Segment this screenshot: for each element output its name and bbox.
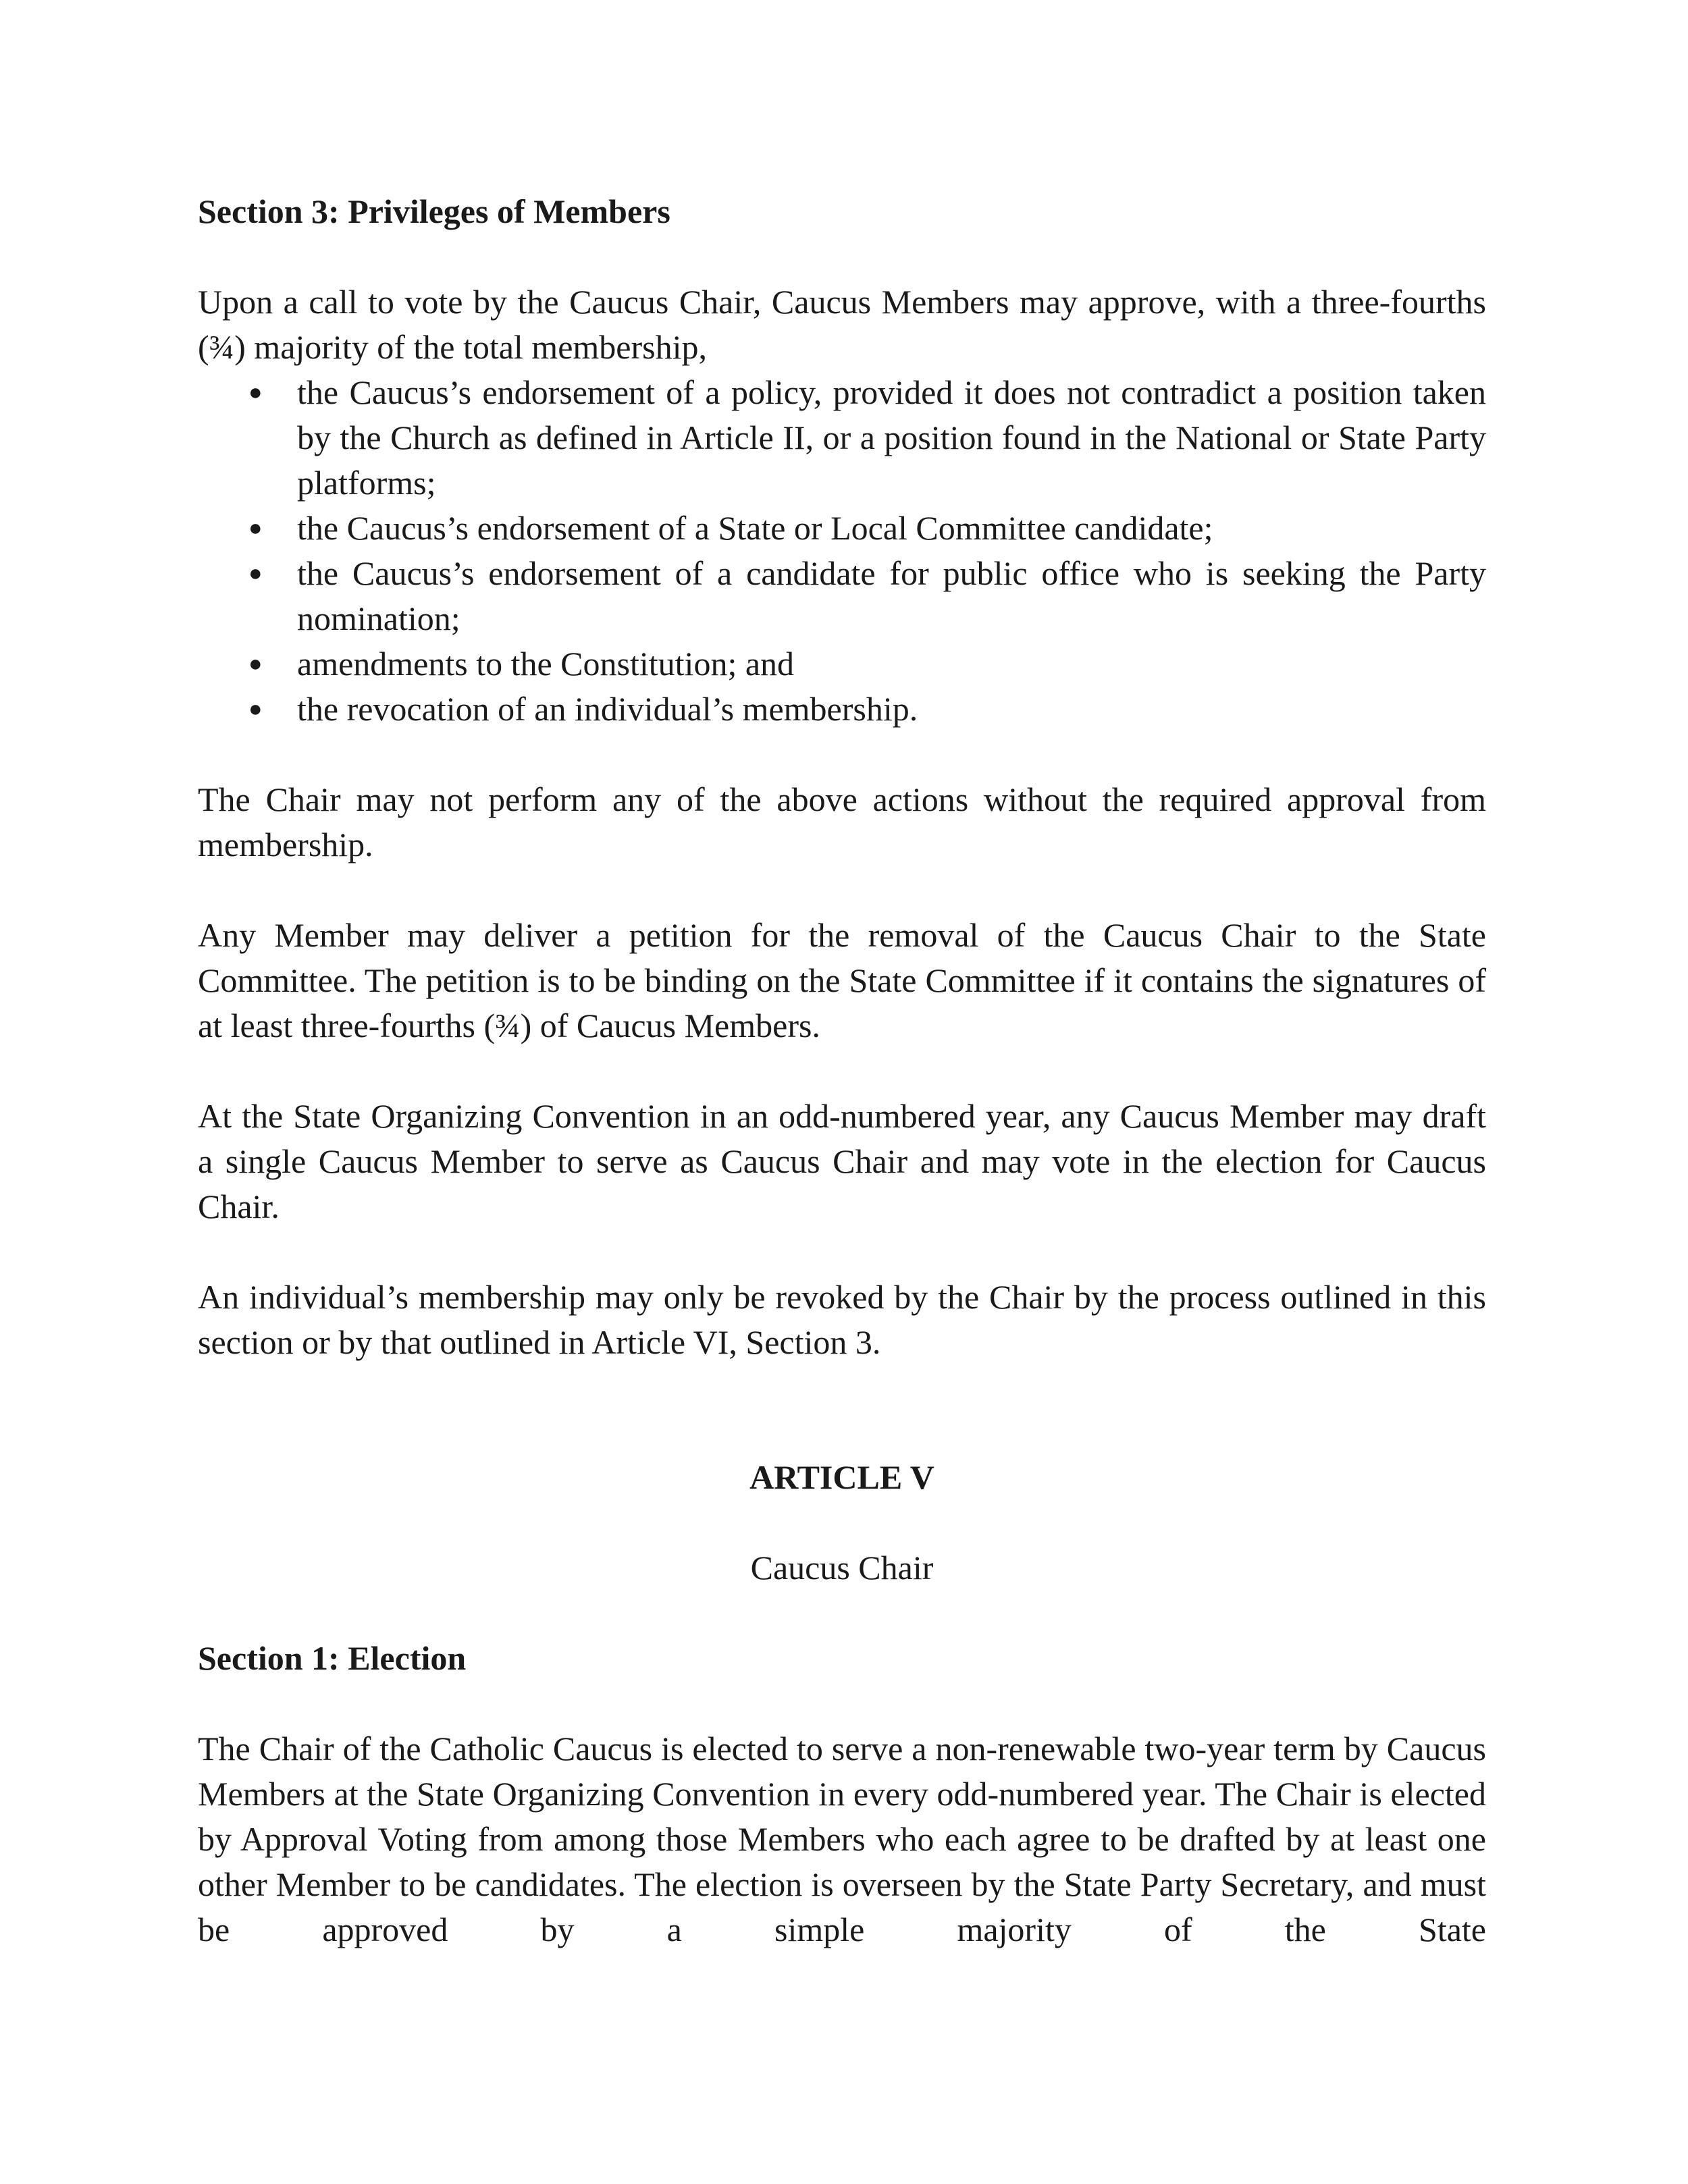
- draft-vote-paragraph: At the State Organizing Convention in an odd-numbered year, any Caucus Member may draft a single Caucus Member to serve as Caucus Chair and may vote in the election for Caucus Chair.: [198, 1097, 1486, 1225]
- section-1-heading: Section 1: Election: [198, 1639, 467, 1677]
- section-3-heading: Section 3: Privileges of Members: [198, 192, 670, 230]
- list-item: [198, 551, 1486, 641]
- list-item: [198, 641, 1486, 687]
- privileges-list: [198, 370, 1486, 732]
- page-content: [198, 189, 1486, 1952]
- bullet-icon: ●: [248, 651, 263, 676]
- bullet-icon: ●: [248, 380, 263, 405]
- revocation-paragraph: An individual’s membership may only be revoked by the Chair by the process outlined in this section or by that outlined in Article VI, Section 3.: [198, 1278, 1486, 1361]
- list-item-text: amendments to the Constitution; and: [297, 645, 795, 683]
- bullet-icon: ●: [248, 697, 263, 722]
- election-paragraph: The Chair of the Catholic Caucus is elected to serve a non-renewable two-year term by Caucus Members at the State Organizing Convention in every odd-numbered year. The Chair is elected by Approval Voting from among those Members who each agree to be drafted by at least one other Member to be candidates. The election is overseen by the State Party Secretary, and must be approved by a simple majority of the State: [198, 1730, 1486, 1948]
- list-item-text: the Caucus’s endorsement of a candidate for public office who is seeking the Party nomination;: [297, 554, 1486, 637]
- list-item-text: the Caucus’s endorsement of a State or Local Committee candidate;: [297, 509, 1213, 547]
- article-subtitle: Caucus Chair: [750, 1549, 934, 1587]
- list-item: [198, 370, 1486, 506]
- section-3-intro: Upon a call to vote by the Caucus Chair, Caucus Members may approve, with a three-fourths (¾) majority of the total membership,: [198, 283, 1486, 366]
- article-title: ARTICLE V: [749, 1458, 934, 1496]
- bullet-icon: ●: [248, 516, 263, 541]
- bullet-icon: ●: [248, 561, 263, 586]
- list-item-text: the revocation of an individual’s membership.: [297, 690, 918, 728]
- list-item-text: the Caucus’s endorsement of a policy, provided it does not contradict a position taken by the Church as defined in Article II, or a position found in the National or State Party platforms;: [297, 373, 1486, 502]
- chair-approval-paragraph: The Chair may not perform any of the above actions without the required approval from membership.: [198, 780, 1486, 863]
- list-item: [198, 506, 1486, 551]
- list-item: [198, 687, 1486, 732]
- removal-petition-paragraph: Any Member may deliver a petition for the removal of the Caucus Chair to the State Committee. The petition is to be binding on the State Committee if it contains the signatures of at least three-fourths (¾) of Caucus Members.: [198, 916, 1486, 1044]
